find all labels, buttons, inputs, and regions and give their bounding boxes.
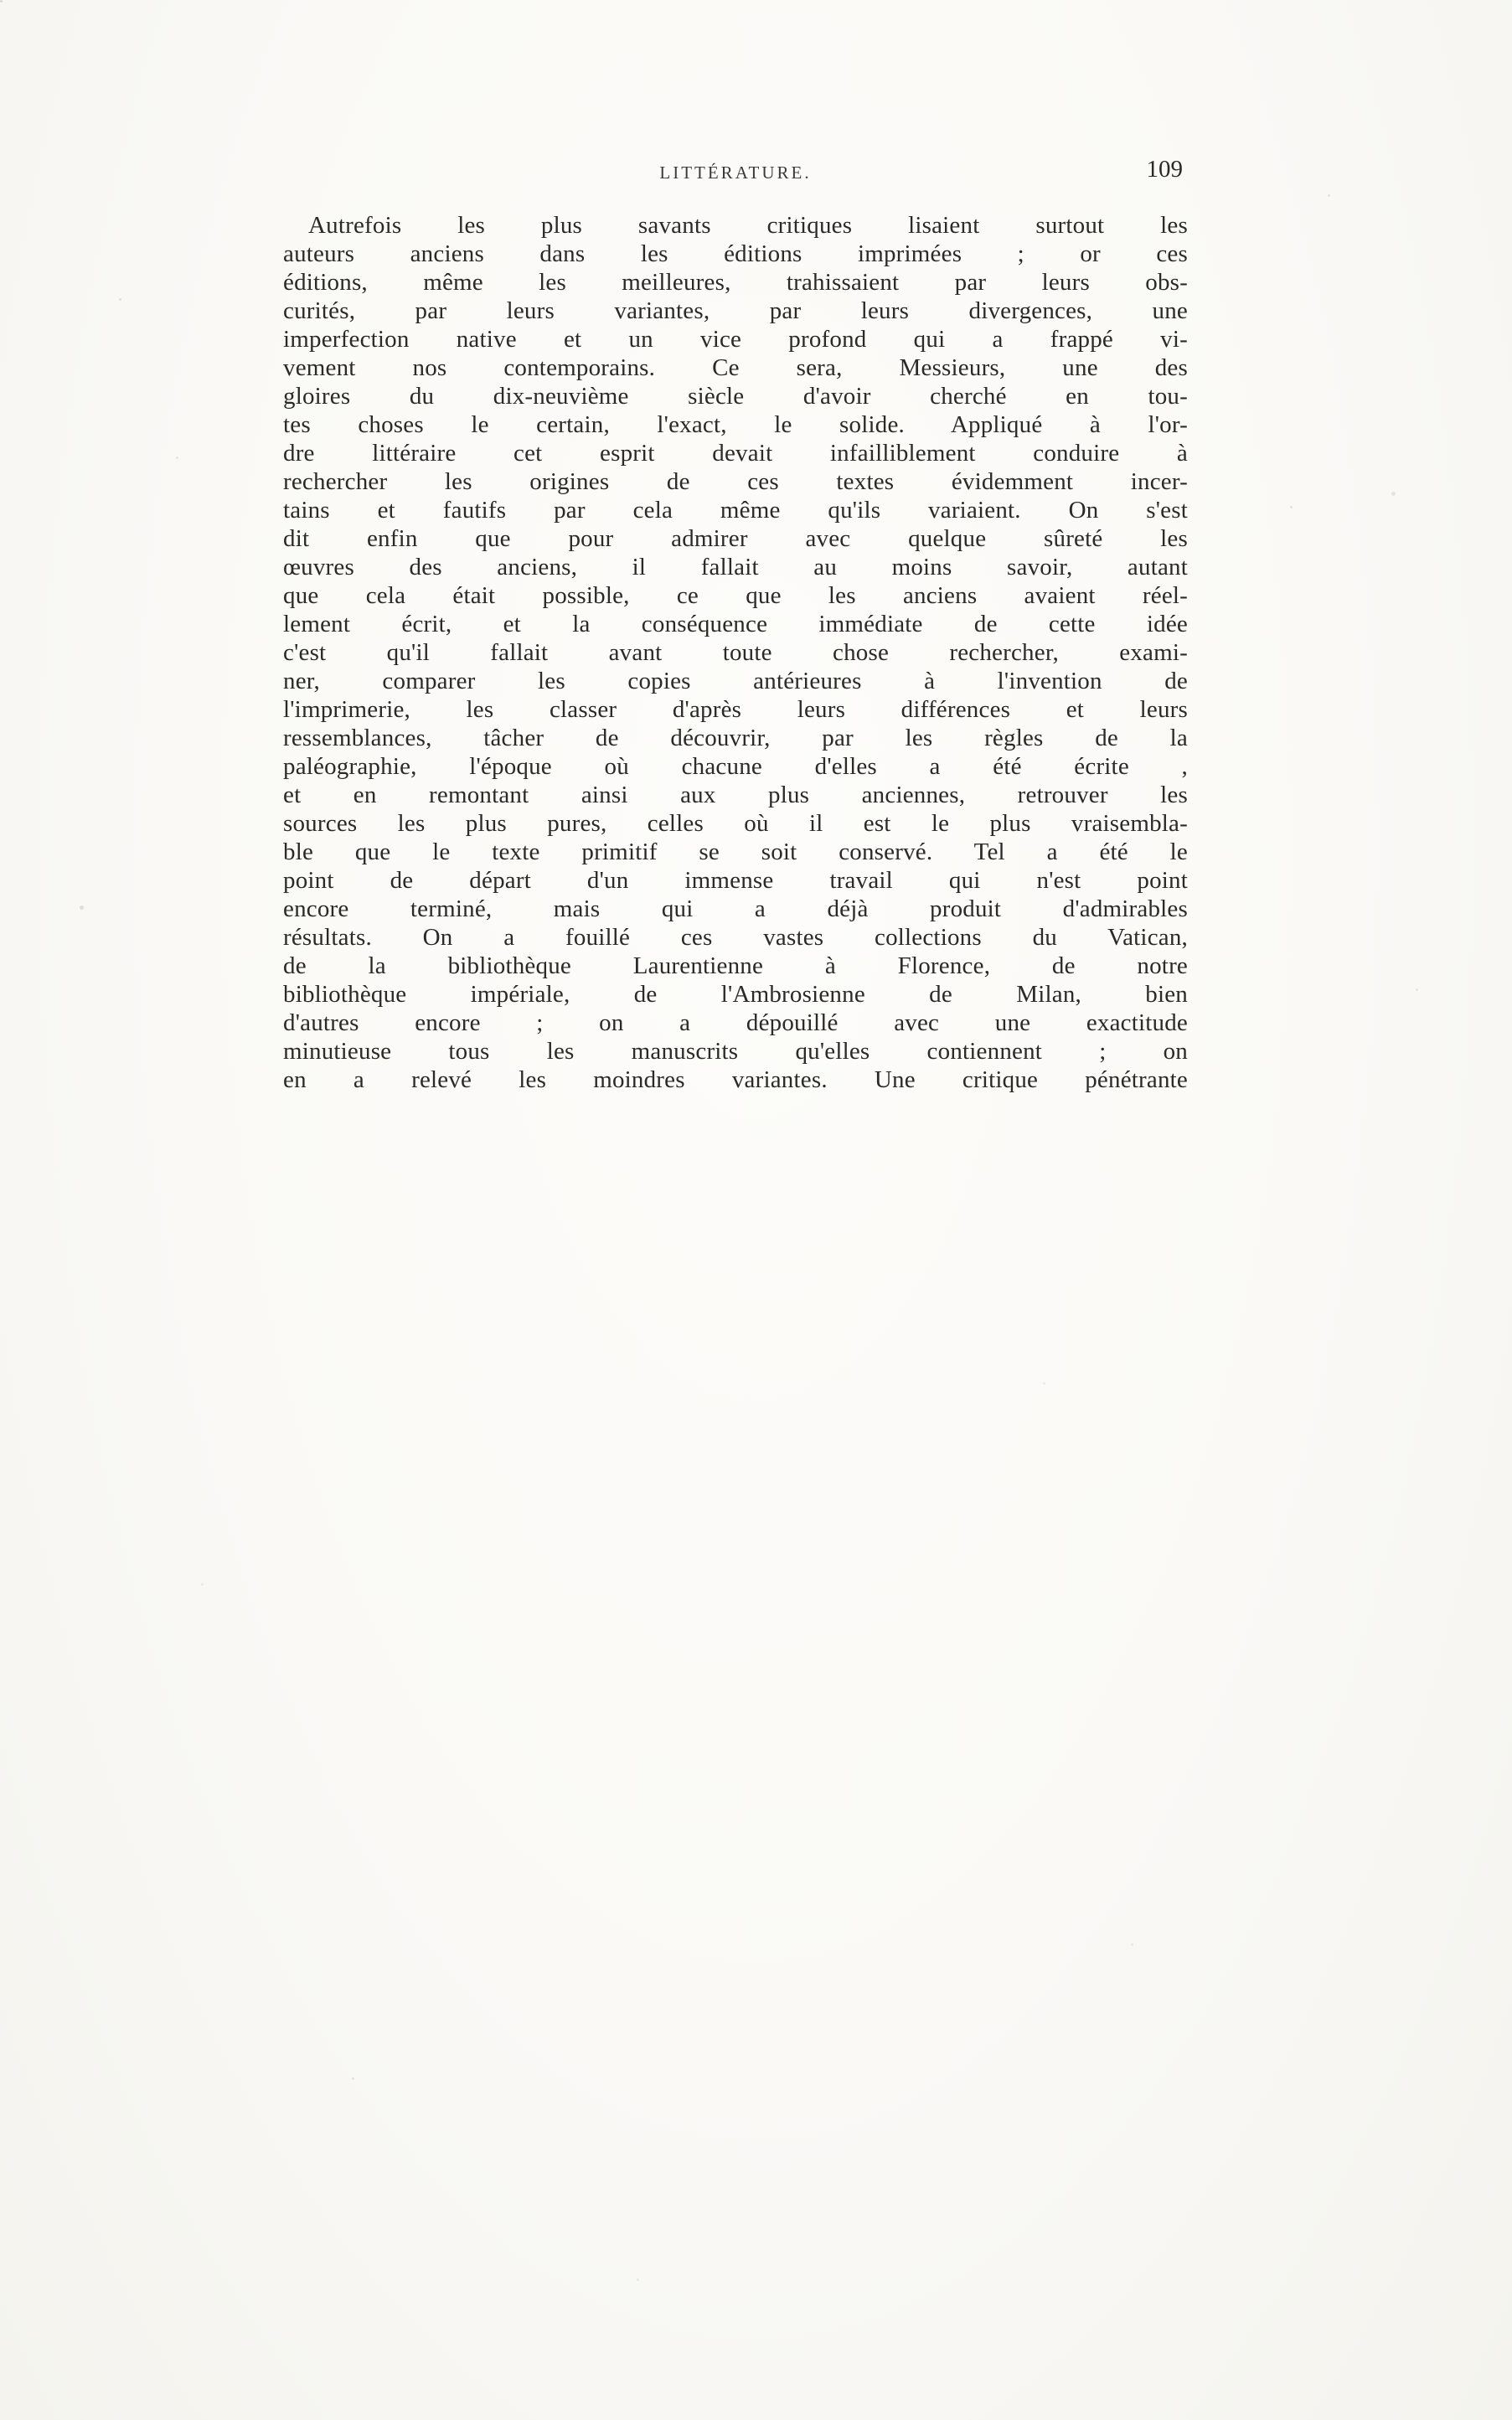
text-line: rechercher les origines de ces textes évidemment incer- (283, 468, 1188, 495)
text-column (283, 156, 1188, 1094)
text-line: sources les plus pures, celles où il est le plus vraisembla- (283, 810, 1188, 837)
text-line: et en remontant ainsi aux plus anciennes, retrouver les (283, 782, 1188, 808)
text-line: d'autres encore ; on a dépouillé avec une exactitude (283, 1009, 1188, 1036)
page-number: 109 (1146, 156, 1183, 183)
text-line: de la bibliothèque Laurentienne à Florence, de notre (283, 952, 1188, 979)
text-line: ressemblances, tâcher de découvrir, par les règles de la (283, 725, 1188, 751)
text-line: curités, par leurs variantes, par leurs divergences, une (283, 297, 1188, 324)
text-line: point de départ d'un immense travail qui n'est point (283, 867, 1188, 894)
text-line: auteurs anciens dans les éditions imprimées ; or ces (283, 240, 1188, 267)
running-title: LITTÉRATURE. (659, 163, 812, 183)
text-line: tains et fautifs par cela même qu'ils variaient. On s'est (283, 497, 1188, 524)
text-line: paléographie, l'époque où chacune d'elles a été écrite , (283, 753, 1188, 780)
text-line: ble que le texte primitif se soit conservé. Tel a été le (283, 838, 1188, 865)
text-line: encore terminé, mais qui a déjà produit d'admirables (283, 895, 1188, 922)
text-line: Autrefois les plus savants critiques lisaient surtout les (308, 212, 1188, 239)
text-line: minutieuse tous les manuscrits qu'elles contiennent ; on (283, 1038, 1188, 1065)
text-line: dit enfin que pour admirer avec quelque sûreté les (283, 525, 1188, 552)
text-line: lement écrit, et la conséquence immédiate de cette idée (283, 611, 1188, 637)
text-line: tes choses le certain, l'exact, le solide. Appliqué à l'or- (283, 411, 1188, 438)
body-paragraph (283, 211, 1188, 1094)
text-line: imperfection native et un vice profond qui a frappé vi- (283, 326, 1188, 353)
text-line: dre littéraire cet esprit devait infailliblement conduire à (283, 440, 1188, 467)
text-line: bibliothèque impériale, de l'Ambrosienne de Milan, bien (283, 981, 1188, 1008)
text-line: c'est qu'il fallait avant toute chose rechercher, exami- (283, 639, 1188, 666)
text-line: en a relevé les moindres variantes. Une critique pénétrante (283, 1066, 1188, 1093)
text-line: gloires du dix-neuvième siècle d'avoir cherché en tou- (283, 383, 1188, 410)
page-header (283, 156, 1188, 191)
text-line: l'imprimerie, les classer d'après leurs différences et leurs (283, 696, 1188, 723)
text-line: résultats. On a fouillé ces vastes collections du Vatican, (283, 924, 1188, 951)
text-line: éditions, même les meilleures, trahissaient par leurs obs- (283, 269, 1188, 296)
text-line: vement nos contemporains. Ce sera, Messieurs, une des (283, 354, 1188, 381)
text-line: ner, comparer les copies antérieures à l'invention de (283, 668, 1188, 694)
text-line: que cela était possible, ce que les anciens avaient réel- (283, 582, 1188, 609)
text-line: œuvres des anciens, il fallait au moins savoir, autant (283, 554, 1188, 580)
